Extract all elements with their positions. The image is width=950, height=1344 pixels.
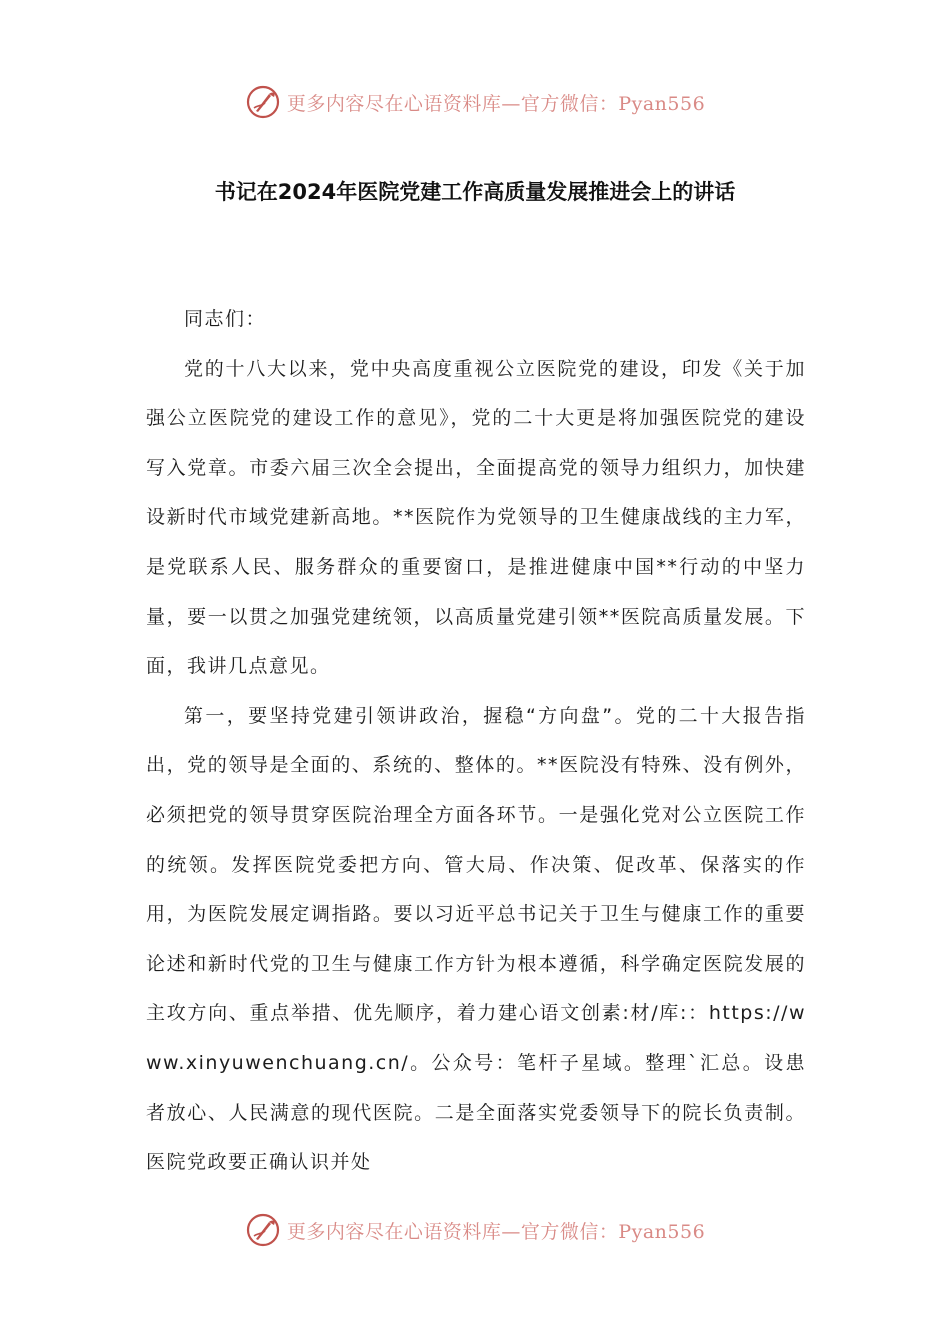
document-title: 书记在2024年医院党建工作高质量发展推进会上的讲话 xyxy=(214,180,736,204)
watermark-text: 更多内容尽在心语资料库—官方微信：Pyan556 xyxy=(286,92,706,115)
quill-logo-icon xyxy=(245,84,281,120)
paragraph: 党的十八大以来，党中央高度重视公立医院党的建设，印发《关于加强公立医院党的建设工作的意见》，党的二十大更是将加强医院党的建设写入党章。市委六届三次全会提出，全面提高党的领导力组织力，加快建设新时代市域党建新高地。**医院作为党领导的卫生健康战线的主力军，是党联系人民、服务群众的重要窗口，是推进健康中国**行动的中坚力量，要一以贯之加强党建统领，以高质量党建引领**医院高质量发展。下面，我讲几点意见。 xyxy=(146,357,806,678)
paragraph: 第一，要坚持党建引领讲政治，握稳“方向盘”。党的二十大报告指出，党的领导是全面的、系统的、整体的。**医院没有特殊、没有例外，必须把党的领导贯穿医院治理全方面各环节。一是强化党对公立医院工作的统领。发挥医院党委把方向、管大局、作决策、促改革、保落实的作用，为医院发展定调指路。要以习近平总书记关于卫生与健康工作的重要论述和新时代党的卫生与健康工作方针为根本遵循，科学确定医院发展的主攻方向、重点举措、优先顺序，着力建心语文创素:材/库:：https://www.xinyuwenchuang.cn/。公众号：笔杆子星域。整理`汇总。设患者放心、人民满意的现代医院。二是全面落实党委领导下的院长负责制。医院党政要正确认识并处 xyxy=(146,704,806,1174)
watermark-header xyxy=(0,82,950,122)
watermark-footer xyxy=(0,1210,950,1250)
document-body xyxy=(146,295,806,1188)
watermark-text: 更多内容尽在心语资料库—官方微信：Pyan556 xyxy=(286,1220,706,1243)
salutation: 同志们： xyxy=(184,308,267,330)
quill-logo-icon xyxy=(245,1212,281,1248)
